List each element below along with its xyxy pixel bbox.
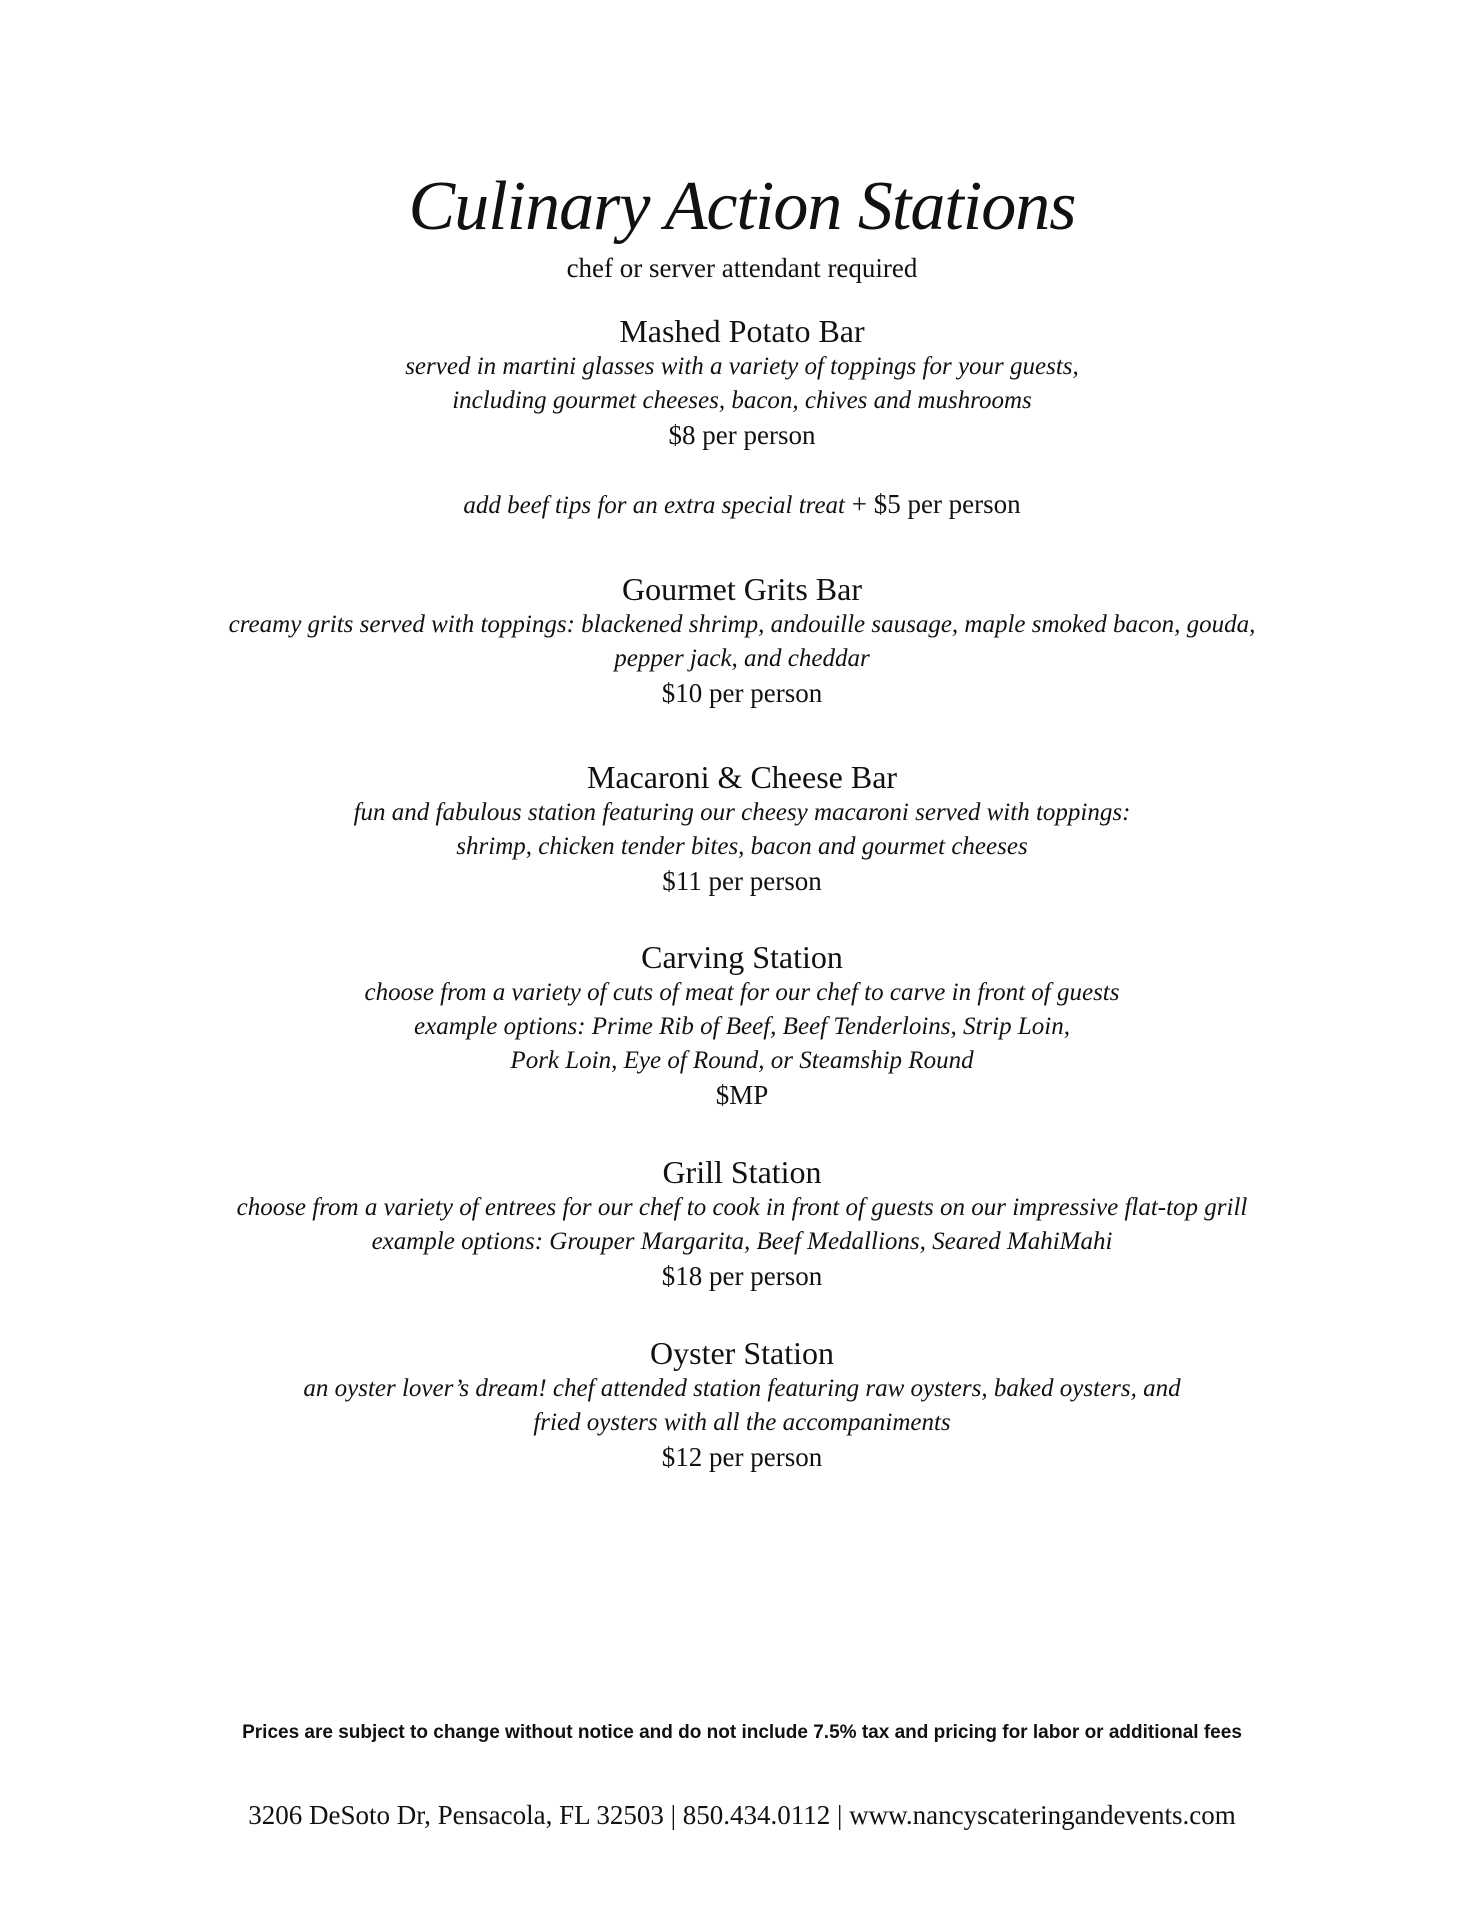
station-description-line: creamy grits served with toppings: blackened shrimp, andouille sausage, maple smoked bacon, gouda, <box>228 611 1256 638</box>
station-description-line: Pork Loin, Eye of Round, or Steamship Round <box>510 1047 974 1074</box>
station-grill <box>150 1153 1334 1294</box>
page-subtitle: chef or server attendant required <box>566 253 918 283</box>
station-oyster <box>150 1334 1334 1475</box>
station-description-line: example options: Grouper Margarita, Beef Medallions, Seared MahiMahi <box>371 1228 1113 1255</box>
station-price: $8 per person <box>668 420 816 450</box>
addon-price: + $5 per person <box>851 489 1021 519</box>
station-description-line: choose from a variety of entrees for our chef to cook in front of guests on our impressive flat-top grill <box>236 1194 1248 1221</box>
station-description-line: choose from a variety of cuts of meat for our chef to carve in front of guests <box>364 979 1120 1006</box>
station-name: Grill Station <box>662 1154 822 1190</box>
station-price: $11 per person <box>662 866 822 896</box>
station-description-line: pepper jack, and cheddar <box>614 645 870 672</box>
station-price: $10 per person <box>661 678 823 708</box>
station-description-line: including gourmet cheeses, bacon, chives and mushrooms <box>452 387 1032 414</box>
station-carving <box>150 938 1334 1113</box>
station-price: $MP <box>715 1080 769 1110</box>
station-description-line: fun and fabulous station featuring our cheesy macaroni served with toppings: <box>353 799 1131 826</box>
station-gourmet-grits-bar <box>150 570 1334 711</box>
station-mashed-potato-bar <box>150 312 1334 523</box>
station-name: Gourmet Grits Bar <box>622 571 862 607</box>
station-addon <box>150 487 1334 523</box>
station-description-line: fried oysters with all the accompaniments <box>533 1409 951 1436</box>
station-name: Carving Station <box>641 939 843 975</box>
station-description-line: shrimp, chicken tender bites, bacon and gourmet cheeses <box>456 833 1028 860</box>
station-description-line: example options: Prime Rib of Beef, Beef Tenderloins, Strip Loin, <box>414 1013 1070 1040</box>
station-price: $12 per person <box>661 1442 823 1472</box>
station-price: $18 per person <box>661 1261 823 1291</box>
pricing-disclaimer: Prices are subject to change without notice and do not include 7.5% tax and pricing for labor or additional fees <box>242 1722 1242 1743</box>
addon-text: add beef tips for an extra special treat <box>463 492 845 519</box>
station-description-line: an oyster lover’s dream! chef attended station featuring raw oysters, baked oysters, and <box>303 1375 1181 1402</box>
station-macaroni-cheese-bar <box>150 758 1334 899</box>
page-title: Culinary Action Stations <box>408 168 1076 245</box>
contact-footer: 3206 DeSoto Dr, Pensacola, FL 32503 | 850.434.0112 | www.nancyscateringandevents.com <box>248 1800 1236 1830</box>
station-name: Macaroni & Cheese Bar <box>586 759 898 795</box>
station-description-line: served in martini glasses with a variety of toppings for your guests, <box>405 353 1079 380</box>
station-name: Oyster Station <box>650 1335 834 1371</box>
station-name: Mashed Potato Bar <box>619 313 865 349</box>
